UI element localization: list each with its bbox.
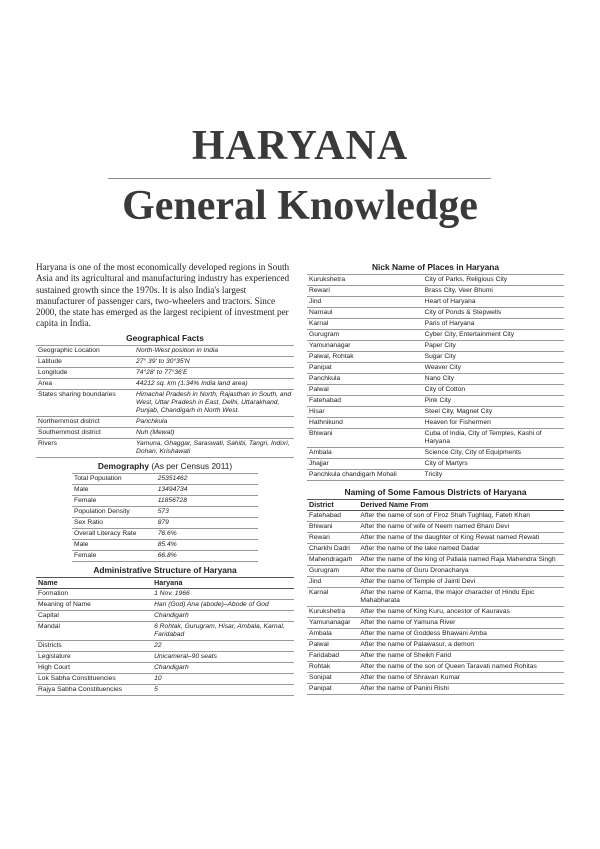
geo-row-value: Yamuna, Ghaggar, Saraswati, Sahibi, Tangri, Indori, Dohan, Krishawati [134, 438, 294, 457]
geo-row [36, 416, 294, 427]
nickname-row-value: Brass City, Veer Bhumi [423, 286, 564, 297]
admin-row [36, 640, 294, 651]
nickname-row-value: Nano City [423, 374, 564, 385]
naming-row-label: Mahendragarh [307, 555, 358, 566]
naming-row-value: After the name of Yamuna River [358, 618, 564, 629]
naming-table-body [307, 511, 564, 695]
admin-row-value: 22 [152, 640, 294, 651]
nickname-row-label: Narnaul [307, 308, 423, 319]
nickname-row [307, 418, 564, 429]
nickname-row-value: Tricity [423, 470, 564, 481]
admin-row-label: Capital [36, 610, 152, 621]
nickname-row-value: Sugar City [423, 352, 564, 363]
nickname-row-value: Cuba of India, City of Temples, Kashi of Haryana [423, 429, 564, 448]
demography-row [72, 473, 258, 484]
demography-heading-sub: (As per Census 2011) [151, 460, 233, 471]
naming-col-derived: Derived Name From [358, 500, 564, 511]
naming-row-label: Fatehabad [307, 511, 358, 522]
nickname-row-label: Fatehabad [307, 396, 423, 407]
geo-row-value: North-West position in India [134, 345, 294, 356]
geo-row-label: Southernmost district [36, 427, 134, 438]
admin-row [36, 651, 294, 662]
naming-row-label: Charkhi Dadri [307, 544, 358, 555]
demography-row [72, 550, 258, 561]
geo-row [36, 389, 294, 416]
nickname-row-value: Heart of Haryana [423, 297, 564, 308]
nickname-row-value: Paris of Haryana [423, 319, 564, 330]
naming-row [307, 684, 564, 695]
left-column [36, 262, 294, 696]
nickname-row [307, 341, 564, 352]
nickname-row-label: Jind [307, 297, 423, 308]
geo-row-value: Nuh (Mewat) [134, 427, 294, 438]
demography-row-value: 573 [156, 506, 258, 517]
admin-row-value: Chandigarh [152, 662, 294, 673]
naming-row-value: After the name of son of Firoz Shah Tughlaq, Fateh Khan [358, 511, 564, 522]
demography-row-label: Total Population [72, 473, 156, 484]
nickname-row-value: Cyber City, Entertainment City [423, 330, 564, 341]
admin-row [36, 610, 294, 621]
geo-row-label: Latitude [36, 356, 134, 367]
geo-row-value: 44212 sq. km (1.34% India land area) [134, 378, 294, 389]
nickname-row [307, 407, 564, 418]
demography-row-value: 85.4% [156, 539, 258, 550]
demography-wrapper [72, 473, 258, 562]
naming-row [307, 607, 564, 618]
nickname-row-value: Heaven for Fishermen [423, 418, 564, 429]
nickname-row-label: Kurukshetra [307, 275, 423, 286]
naming-row-label: Rohtak [307, 662, 358, 673]
naming-heading: Naming of Some Famous Districts of Haryana [344, 487, 527, 497]
demography-row [72, 539, 258, 550]
nickname-row-value: Science City, City of Equipments [423, 448, 564, 459]
nickname-row-label: Panipat [307, 363, 423, 374]
demography-row-label: Sex Ratio [72, 517, 156, 528]
naming-row [307, 544, 564, 555]
nickname-row [307, 448, 564, 459]
naming-row-value: After the name of the daughter of King Rewat named Rewati [358, 533, 564, 544]
demography-row-value: 25351462 [156, 473, 258, 484]
nickname-row-label: Hisar [307, 407, 423, 418]
naming-row-label: Faridabad [307, 651, 358, 662]
naming-row [307, 522, 564, 533]
nickname-row-label: Hathnikund [307, 418, 423, 429]
admin-col-value: Haryana [152, 577, 294, 588]
naming-row-value: After the name of King Kuru, ancestor of Kauravas [358, 607, 564, 618]
nickname-row [307, 297, 564, 308]
nickname-row-value: City of Martyrs [423, 459, 564, 470]
geo-row-label: Longitude [36, 367, 134, 378]
page-subtitle: General Knowledge [122, 183, 478, 229]
geo-row [36, 345, 294, 356]
geo-row [36, 356, 294, 367]
geo-row [36, 378, 294, 389]
nickname-row [307, 286, 564, 297]
demography-row-label: Female [72, 495, 156, 506]
geo-table [36, 345, 294, 458]
nickname-row [307, 308, 564, 319]
demography-row [72, 517, 258, 528]
naming-row-label: Panipat [307, 684, 358, 695]
demography-row [72, 528, 258, 539]
geo-row [36, 438, 294, 457]
naming-row [307, 629, 564, 640]
admin-table-body [36, 588, 294, 695]
admin-row-label: Formation [36, 588, 152, 599]
nickname-row [307, 319, 564, 330]
admin-table [36, 577, 294, 696]
nickname-row [307, 429, 564, 448]
geo-row-label: Northernmost district [36, 416, 134, 427]
naming-row-label: Karnal [307, 588, 358, 607]
demography-table-body [72, 473, 258, 561]
naming-row [307, 566, 564, 577]
naming-table [307, 499, 564, 695]
admin-row-value: Chandigarh [152, 610, 294, 621]
demography-heading-title: Demography [97, 460, 150, 471]
naming-row [307, 511, 564, 522]
naming-row-value: After the name of the king of Patiala named Raja Mahendra Singh [358, 555, 564, 566]
demography-row-label: Male [72, 484, 156, 495]
admin-row [36, 673, 294, 684]
admin-header-row [36, 577, 294, 588]
naming-row-value: After the name of Karna, the major character of Hindu Epic Mahabharata [358, 588, 564, 607]
naming-row [307, 640, 564, 651]
geo-row-label: Rivers [36, 438, 134, 457]
naming-row [307, 673, 564, 684]
title-divider [108, 178, 491, 179]
nickname-table-body [307, 275, 564, 481]
admin-row [36, 588, 294, 599]
nickname-table [307, 274, 564, 481]
admin-row [36, 684, 294, 695]
nickname-row-value: City of Ponds & Stepwells [423, 308, 564, 319]
nickname-row [307, 396, 564, 407]
admin-row-value: Unicameral–90 seats [152, 651, 294, 662]
nickname-row-label: Karnal [307, 319, 423, 330]
nickname-row-label: Panchkula chandigarh Mohali [307, 470, 423, 481]
admin-row-label: Mandal [36, 621, 152, 640]
nickname-row [307, 470, 564, 481]
naming-row-value: After the name of Guru Dronacharya [358, 566, 564, 577]
nickname-row [307, 363, 564, 374]
nickname-row-label: Ambala [307, 448, 423, 459]
nickname-row-value: Pink City [423, 396, 564, 407]
demography-table [72, 473, 258, 562]
admin-row [36, 621, 294, 640]
nickname-row-label: Bhiwani [307, 429, 423, 448]
naming-row-label: Rewari [307, 533, 358, 544]
demography-row [72, 495, 258, 506]
naming-row-label: Yamunanagar [307, 618, 358, 629]
naming-row-label: Sonipat [307, 673, 358, 684]
naming-row-label: Ambala [307, 629, 358, 640]
naming-row [307, 618, 564, 629]
naming-row [307, 533, 564, 544]
nickname-row [307, 275, 564, 286]
demography-row [72, 506, 258, 517]
geo-row-label: States sharing boundaries [36, 389, 134, 416]
naming-row-label: Palwal [307, 640, 358, 651]
demography-row-label: Population Density [72, 506, 156, 517]
admin-row-label: Meaning of Name [36, 599, 152, 610]
admin-row-label: High Court [36, 662, 152, 673]
demography-row-value: 11856728 [156, 495, 258, 506]
naming-row-value: After the name of the son of Queen Taravati named Rohitas [358, 662, 564, 673]
admin-row [36, 662, 294, 673]
geo-row-label: Geographic Location [36, 345, 134, 356]
naming-row [307, 577, 564, 588]
demography-row [72, 484, 258, 495]
naming-row-label: Kurukshetra [307, 607, 358, 618]
nickname-row-label: Rewari [307, 286, 423, 297]
naming-row-value: After the name of Temple of Jainti Devi [358, 577, 564, 588]
nickname-row [307, 352, 564, 363]
naming-header-row [307, 500, 564, 511]
geo-row [36, 367, 294, 378]
right-column [307, 262, 564, 695]
demography-row-label: Female [72, 550, 156, 561]
admin-row-label: Lok Sabha Constituencies [36, 673, 152, 684]
nickname-row [307, 330, 564, 341]
admin-row-value: 1 Nov. 1966 [152, 588, 294, 599]
geo-row-label: Area [36, 378, 134, 389]
naming-row-value: After the name of the lake named Dadar [358, 544, 564, 555]
geo-row-value: Himachal Pradesh in North, Rajasthan in South, and West, Uttar Pradesh in East, Delhi, Uttarakhand, Punjab, Chandigarh in North West. [134, 389, 294, 416]
naming-row-value: After the name of Panini Rishi [358, 684, 564, 695]
intro-paragraph: Haryana is one of the most economically developed regions in South Asia and its agricultural and manufacturing industry has experienced sustained growth since the 1970s. It is also India's largest manufacturer of passenger cars, two-wheelers and tractors. Since 2000, the state has emerged as the largest recipient of investment per capita in India. [36, 262, 290, 329]
nickname-row-value: Steel City, Magnet City [423, 407, 564, 418]
geo-row-value: Panchkula [134, 416, 294, 427]
admin-row-value: Hari (God) Ana (abode)–Abode of God [152, 599, 294, 610]
nickname-row-label: Palwal [307, 385, 423, 396]
admin-row-value: 10 [152, 673, 294, 684]
geo-row [36, 427, 294, 438]
naming-row-label: Jind [307, 577, 358, 588]
nickname-row-label: Yamunanagar [307, 341, 423, 352]
geo-row-value: 27° 39' to 30°35'N [134, 356, 294, 367]
naming-row-value: After the name of Goddess Bhawani Amba [358, 629, 564, 640]
geo-table-body [36, 345, 294, 457]
naming-col-district: District [307, 500, 358, 511]
demography-heading [36, 461, 294, 471]
admin-row [36, 599, 294, 610]
geo-heading: Geographical Facts [126, 332, 204, 343]
naming-row-value: After the name of Sheikh Farid [358, 651, 564, 662]
admin-row-value: 6 Rohtak, Gurugram, Hisar, Ambala, Karnal, Faridabad [152, 621, 294, 640]
admin-row-value: 5 [152, 684, 294, 695]
naming-row [307, 555, 564, 566]
nickname-row-label: Gurugram [307, 330, 423, 341]
nickname-row [307, 374, 564, 385]
demography-row-label: Male [72, 539, 156, 550]
admin-heading: Administrative Structure of Haryana [93, 564, 237, 575]
nickname-heading: Nick Name of Places in Haryana [371, 262, 500, 272]
admin-row-label: Legislature [36, 651, 152, 662]
nickname-row-value: Paper City [423, 341, 564, 352]
admin-row-label: Districts [36, 640, 152, 651]
nickname-row-value: Weaver City [423, 363, 564, 374]
naming-row-value: After the name of Shravan Kumar [358, 673, 564, 684]
naming-row [307, 588, 564, 607]
nickname-row-label: Panchkula [307, 374, 423, 385]
nickname-row-label: Jhajjar [307, 459, 423, 470]
demography-row-value: 66.8% [156, 550, 258, 561]
nickname-row-label: Palwal, Rohtak [307, 352, 423, 363]
naming-row-label: Gurugram [307, 566, 358, 577]
demography-row-value: 879 [156, 517, 258, 528]
nickname-row [307, 459, 564, 470]
demography-row-value: 13494734 [156, 484, 258, 495]
page-title: HARYANA [191, 123, 409, 169]
nickname-row-value: City of Cotton [423, 385, 564, 396]
naming-row [307, 651, 564, 662]
nickname-row [307, 385, 564, 396]
nickname-row-value: City of Parks, Religious City [423, 275, 564, 286]
naming-row-label: Bhiwani [307, 522, 358, 533]
naming-row [307, 662, 564, 673]
naming-row-value: After the name of wife of Neem named Bhani Devi [358, 522, 564, 533]
admin-row-label: Rajya Sabha Constituencies [36, 684, 152, 695]
demography-row-label: Overall Literacy Rate [72, 528, 156, 539]
naming-row-value: After the name of Palawasur, a demon [358, 640, 564, 651]
admin-col-name: Name [36, 577, 152, 588]
demography-row-value: 76.6% [156, 528, 258, 539]
geo-row-value: 74°28' to 77°36'E [134, 367, 294, 378]
